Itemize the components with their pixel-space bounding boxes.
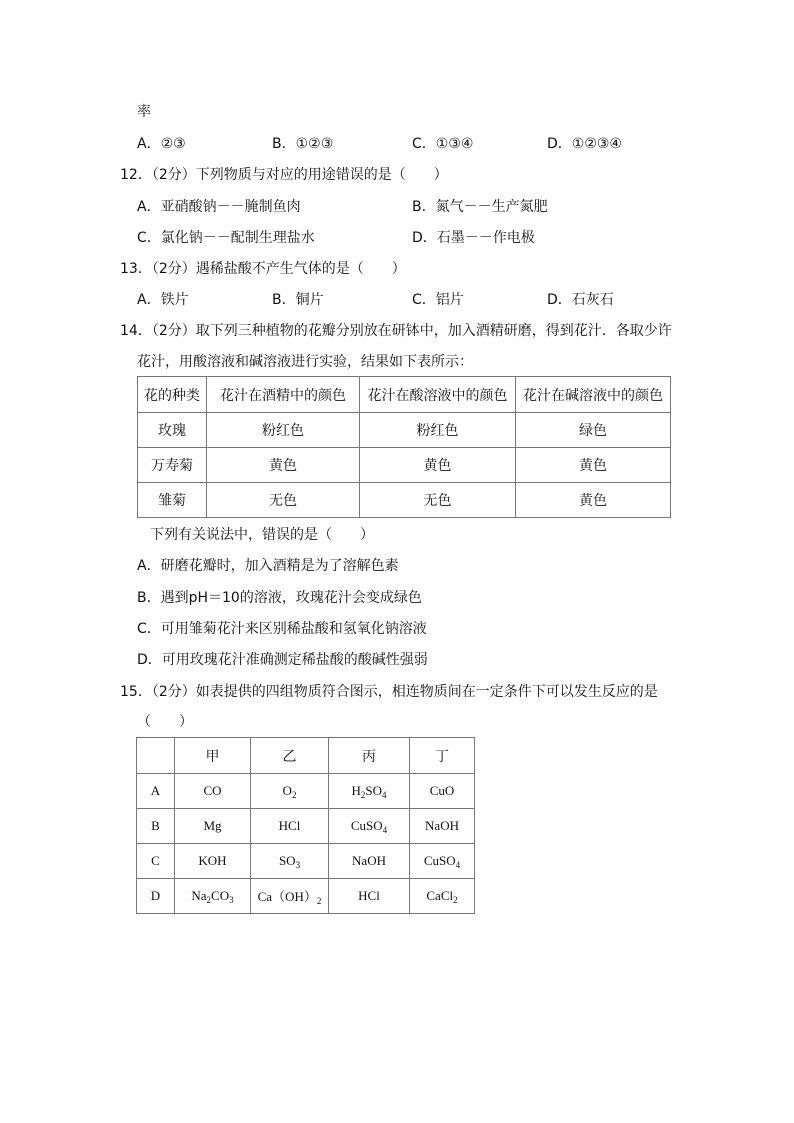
table-header-cell: 丁 [410, 738, 475, 774]
q14-stem-line2: 花汁，用酸溶液和碱溶液进行实验，结果如下表所示： [137, 354, 473, 370]
q13-option-c: C．铝片 [412, 292, 464, 308]
q11-option-a: A．②③ [137, 136, 186, 152]
table-cell: NaOH [410, 809, 475, 844]
table-cell: CuSO$_4$ [329, 809, 410, 844]
table-header-row [137, 738, 475, 774]
table-cell: 粉红色 [360, 413, 516, 448]
table-cell: CaCl$_2$ [410, 879, 475, 914]
table-cell: KOH [175, 844, 251, 879]
q13-option-a: A．铁片 [137, 292, 189, 308]
table-cell: 无色 [360, 483, 516, 518]
table-header-cell: 花汁在酒精中的颜色 [207, 377, 360, 413]
q13-stem: 13．（2分）遇稀盐酸不产生气体的是（ ） [120, 261, 406, 277]
table-cell: C [137, 844, 175, 879]
table-row [138, 483, 671, 518]
table-row [138, 413, 671, 448]
table-cell: CO [175, 774, 251, 809]
table-cell: HCl [329, 879, 410, 914]
q11-stem-tail: 率 [137, 104, 151, 120]
table-cell: Mg [175, 809, 251, 844]
table-cell: 雏菊 [138, 483, 207, 518]
table-header-cell: 花汁在酸溶液中的颜色 [360, 377, 516, 413]
table-row [137, 844, 475, 879]
q11-option-d: D．①②③④ [547, 136, 622, 152]
table-cell: CuO [410, 774, 475, 809]
table-row [137, 774, 475, 809]
q14-question: 下列有关说法中，错误的是（ ） [150, 527, 374, 543]
q13-option-d: D．石灰石 [547, 292, 614, 308]
table-header-cell: 花汁在碱溶液中的颜色 [516, 377, 671, 413]
table-cell: $H_2SO_4$ [329, 774, 410, 809]
table-cell: B [137, 809, 175, 844]
table-header-cell: 甲 [175, 738, 251, 774]
table-cell: 万寿菊 [138, 448, 207, 483]
table-header-cell: 花的种类 [138, 377, 207, 413]
table-header-cell: 丙 [329, 738, 410, 774]
q14-stem-line1: 14．（2分）取下列三种植物的花瓣分别放在研钵中，加入酒精研磨，得到花汁．各取少许 [120, 323, 672, 339]
table-cell: $SO_3$ [251, 844, 329, 879]
table-cell: 黄色 [360, 448, 516, 483]
q14-option-c: C．可用雏菊花汁来区别稀盐酸和氢氧化钠溶液 [137, 621, 427, 637]
q12-option-b: B．氮气－－生产氮肥 [412, 199, 548, 215]
q12-option-a: A．亚硝酸钠－－腌制鱼肉 [137, 199, 301, 215]
q13-option-b: B．铜片 [272, 292, 324, 308]
table-cell: $Ca(OH)_2$ [251, 879, 329, 914]
table-cell: NaOH [329, 844, 410, 879]
table-row [138, 448, 671, 483]
table-row [137, 809, 475, 844]
table-cell: 玫瑰 [138, 413, 207, 448]
table-cell: $Na_2CO_3$ [175, 879, 251, 914]
q14-option-a: A．研磨花瓣时，加入酒精是为了溶解色素 [137, 558, 399, 574]
table-cell: 粉红色 [207, 413, 360, 448]
q14-option-b: B．遇到pH＝10的溶液，玫瑰花汁会变成绿色 [137, 590, 422, 606]
q15-stem-line2: （ ） [137, 714, 193, 730]
q11-option-b: B．①②③ [272, 136, 334, 152]
q12-stem: 12．（2分）下列物质与对应的用途错误的是（ ） [120, 167, 448, 183]
table-header-row [138, 377, 671, 413]
table-cell: 黄色 [516, 483, 671, 518]
q12-option-c: C．氯化钠－－配制生理盐水 [137, 230, 315, 246]
table-cell: $O_2$ [251, 774, 329, 809]
table-cell: 黄色 [207, 448, 360, 483]
q15-stem-line1: 15．（2分）如表提供的四组物质符合图示，相连物质间在一定条件下可以发生反应的是 [120, 684, 658, 700]
q12-option-d: D．石墨－－作电极 [412, 230, 535, 246]
q14-flower-table [137, 376, 671, 518]
table-header-cell [137, 738, 175, 774]
q14-option-d: D．可用玫瑰花汁准确测定稀盐酸的酸碱性强弱 [137, 652, 428, 668]
table-cell: 绿色 [516, 413, 671, 448]
table-cell: D [137, 879, 175, 914]
table-cell: CuSO$_4$ [410, 844, 475, 879]
table-cell: A [137, 774, 175, 809]
q15-substance-table [136, 737, 475, 914]
table-cell: 无色 [207, 483, 360, 518]
table-header-cell: 乙 [251, 738, 329, 774]
table-cell: 黄色 [516, 448, 671, 483]
q11-option-c: C．①③④ [412, 136, 474, 152]
table-cell: HCl [251, 809, 329, 844]
table-row [137, 879, 475, 914]
